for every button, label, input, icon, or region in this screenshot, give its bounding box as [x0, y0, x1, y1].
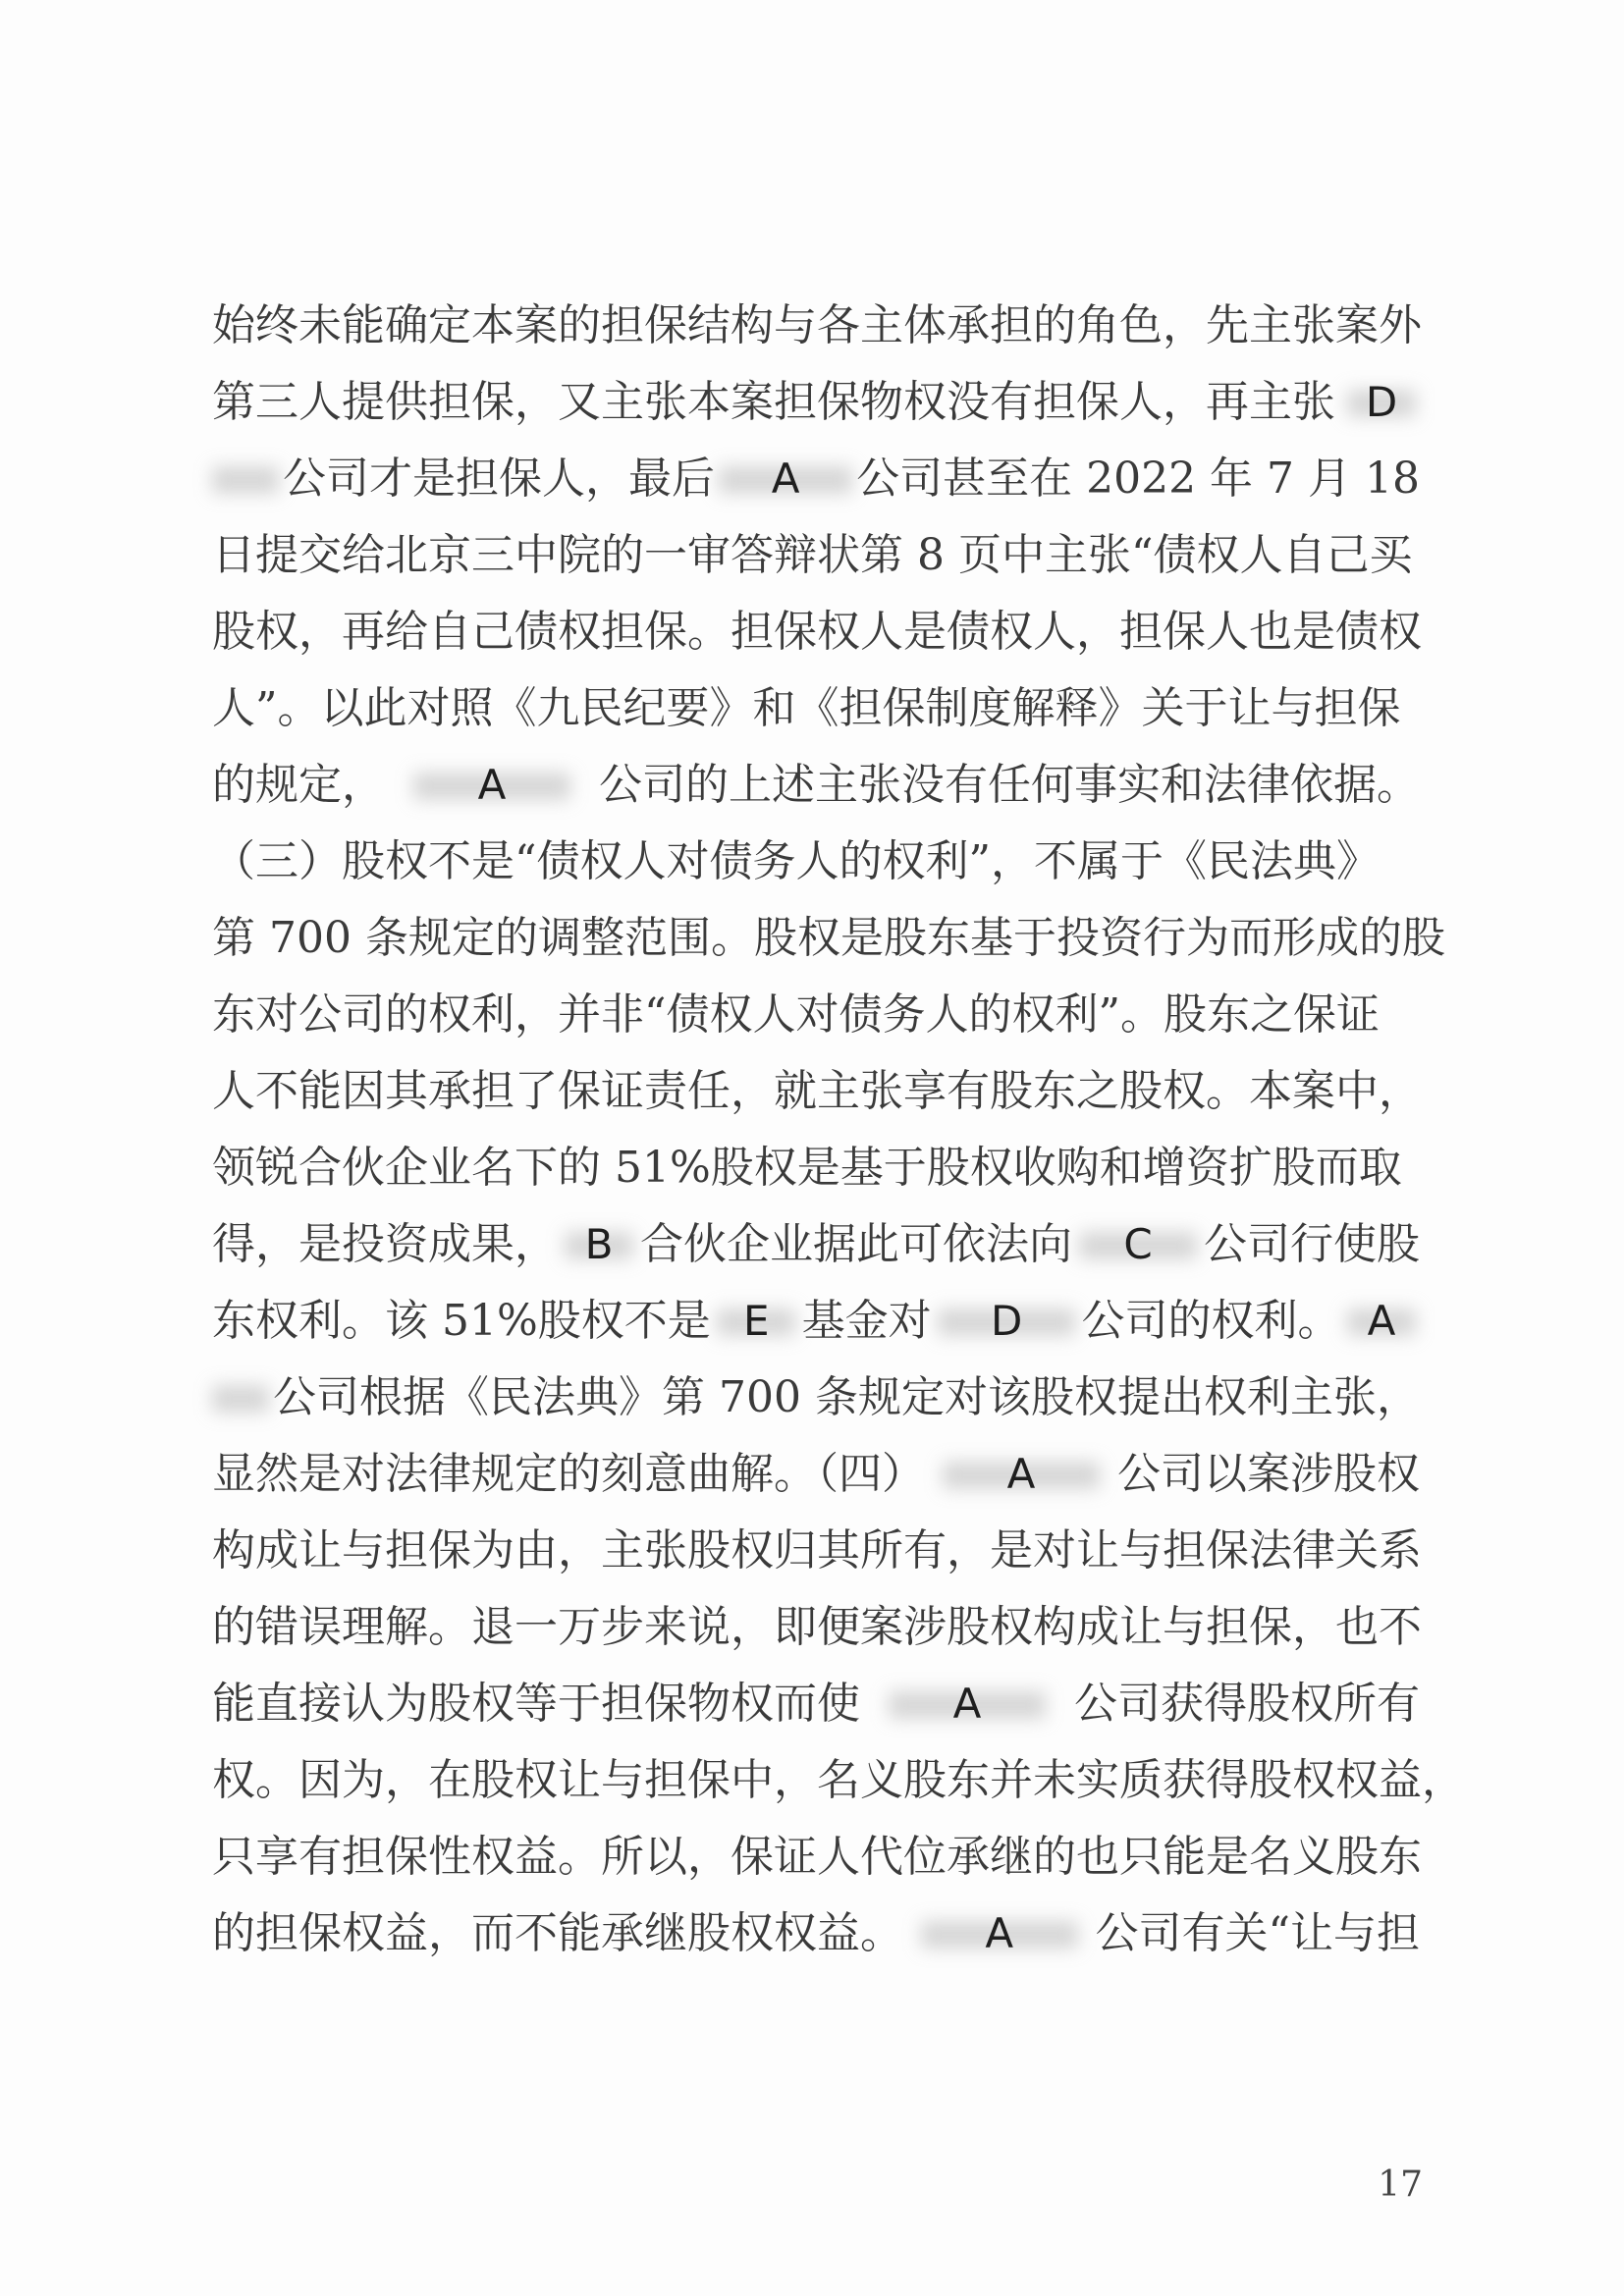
redaction-letter: E	[742, 1297, 770, 1345]
text-line	[212, 526, 1420, 585]
text-line	[212, 1751, 1465, 1810]
redaction-label-e	[717, 1297, 795, 1346]
text-line	[212, 1445, 1420, 1504]
text-segment: 第 700 条规定的调整范围。股权是股东基于投资行为而形成的股	[212, 913, 1445, 963]
text-segment: 公司行使股	[1204, 1219, 1420, 1269]
text-segment: 的错误理解。退一万步来说，即便案涉股权构成让与担保，也不	[212, 1602, 1422, 1652]
text-segment: 公司根据《民法典》第 700 条规定对该股权提出权利主张，	[273, 1372, 1420, 1422]
text-line	[212, 1062, 1420, 1121]
text-segment: 公司的权利。	[1081, 1296, 1341, 1346]
redaction-letter: A	[1367, 1297, 1396, 1345]
text-segment: 人”。以此对照《九民纪要》和《担保制度解释》关于让与担保	[212, 683, 1401, 733]
redaction-label-d	[1347, 378, 1416, 427]
redaction-letter: D	[1365, 378, 1398, 426]
text-line	[212, 986, 1420, 1044]
redaction-letter: C	[1123, 1220, 1153, 1268]
redaction-blur	[212, 1385, 269, 1413]
text-segment: 的规定，	[212, 760, 385, 810]
text-line	[212, 1215, 1420, 1274]
text-segment: 东对公司的权利，并非“债权人对债务人的权利”。股东之保证	[212, 989, 1380, 1040]
text-line	[212, 296, 1420, 355]
text-segment: 人不能因其承担了保证责任，就主张享有股东之股权。本案中，	[212, 1066, 1422, 1116]
text-segment: 公司以案涉股权	[1117, 1449, 1420, 1499]
text-line	[212, 1139, 1420, 1198]
text-segment: 股权，再给自己债权担保。担保权人是债权人，担保人也是债权	[212, 607, 1422, 657]
text-line	[212, 832, 1420, 891]
text-line	[212, 1904, 1420, 1963]
redaction-letter: A	[952, 1680, 982, 1728]
text-segment: 公司获得股权所有	[1074, 1679, 1420, 1729]
text-segment: 日提交给北京三中院的一审答辩状第 8 页中主张“债权人自己买	[212, 530, 1413, 580]
redaction-blur-only	[212, 454, 279, 504]
text-line	[212, 450, 1420, 508]
text-segment: 领锐合伙企业名下的 51%股权是基于股权收购和增资扩股而取	[212, 1143, 1402, 1193]
redaction-label-b	[565, 1220, 633, 1269]
text-segment: 的担保权益，而不能承继股权权益。	[212, 1908, 903, 1958]
redaction-label-d	[938, 1297, 1075, 1346]
text-segment: 合伙企业据此可依法向	[640, 1219, 1072, 1269]
text-segment: 能直接认为股权等于担保物权而使	[212, 1679, 860, 1729]
redaction-label-c	[1079, 1220, 1197, 1269]
text-line	[212, 1675, 1420, 1734]
redaction-letter: A	[985, 1909, 1014, 1957]
page-number: 17	[1378, 2164, 1423, 2205]
text-segment: 始终未能确定本案的担保结构与各主体承担的角色，先主张案外	[212, 300, 1422, 350]
text-segment: （三）股权不是“债权人对债务人的权利”，不属于《民法典》	[212, 836, 1380, 886]
redaction-label-a	[719, 454, 852, 504]
text-segment: 构成让与担保为由，主张股权归其所有，是对让与担保法律关系	[212, 1525, 1422, 1575]
text-line	[212, 1828, 1420, 1887]
text-line	[212, 1598, 1420, 1657]
text-segment: 公司才是担保人，最后	[283, 454, 716, 504]
text-line	[212, 1368, 1420, 1427]
text-segment: 显然是对法律规定的刻意曲解。（四）	[212, 1449, 925, 1499]
text-segment: 东权利。该 51%股权不是	[212, 1296, 711, 1346]
redaction-letter: A	[771, 454, 800, 503]
redaction-letter: A	[477, 761, 507, 809]
text-segment: 只享有担保性权益。所以，保证人代位承继的也只能是名义股东	[212, 1832, 1422, 1882]
redaction-label-a	[413, 761, 570, 810]
text-segment: 公司的上述主张没有任何事实和法律依据。	[599, 760, 1420, 810]
redaction-blur	[212, 466, 279, 494]
redaction-label-a	[889, 1680, 1046, 1729]
redaction-letter: B	[584, 1220, 614, 1268]
redaction-label-a	[943, 1450, 1100, 1499]
text-segment: 得，是投资成果，	[212, 1219, 558, 1269]
text-line	[212, 756, 1420, 815]
text-line	[212, 603, 1420, 662]
text-line	[212, 1292, 1420, 1351]
text-segment: 基金对	[801, 1296, 932, 1346]
text-segment: 公司有关“让与担	[1095, 1908, 1420, 1958]
redaction-letter: A	[1006, 1450, 1036, 1498]
text-segment: 公司甚至在 2022 年 7 月 18	[856, 454, 1420, 504]
text-line	[212, 1522, 1420, 1580]
text-segment: 第三人提供担保，又主张本案担保物权没有担保人，再主张	[212, 377, 1335, 427]
text-line	[212, 373, 1420, 432]
redaction-blur-only	[212, 1373, 269, 1422]
redaction-label-a	[1347, 1297, 1416, 1346]
text-segment: 权。因为，在股权让与担保中，名义股东并未实质获得股权权益，	[212, 1755, 1465, 1805]
redaction-letter: D	[990, 1297, 1023, 1345]
redaction-label-a	[921, 1909, 1078, 1958]
text-line	[212, 679, 1420, 738]
text-line	[212, 909, 1445, 968]
